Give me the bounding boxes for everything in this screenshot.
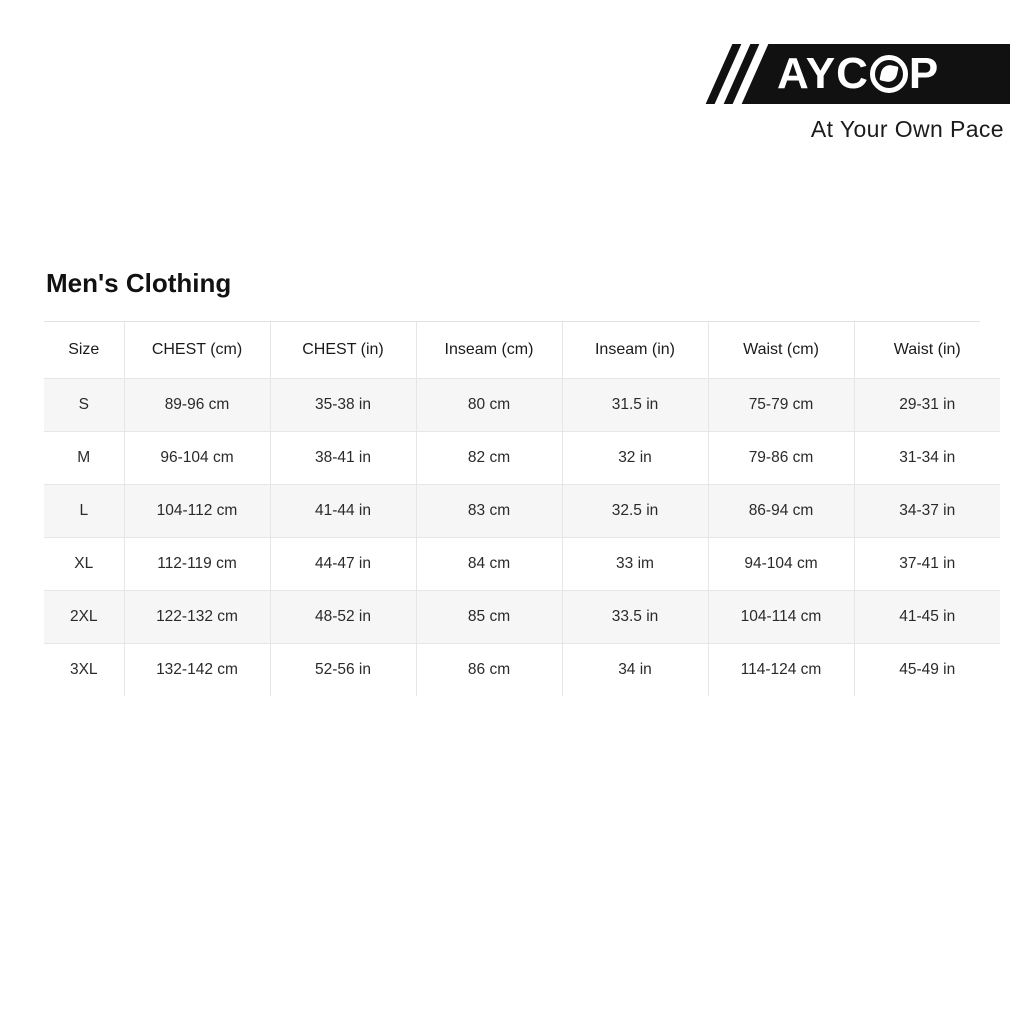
size-chart-section [44,268,980,696]
column-header-waist-in: Waist (in) [854,322,1000,379]
cell-size: L [44,485,124,538]
cell-size: 3XL [44,644,124,697]
size-chart-table [44,322,1000,696]
table-row [44,644,1000,697]
cell-inseam-cm: 82 cm [416,432,562,485]
logo-text-right: P [908,49,940,98]
table-row [44,485,1000,538]
table-row [44,379,1000,432]
cell-inseam-cm: 80 cm [416,379,562,432]
column-header-size: Size [44,322,124,379]
cell-chest-cm: 112-119 cm [124,538,270,591]
cell-size: 2XL [44,591,124,644]
cell-chest-cm: 132-142 cm [124,644,270,697]
cell-waist-cm: 114-124 cm [708,644,854,697]
flame-in-circle-icon [870,55,908,93]
logo-wordmark [777,49,940,98]
cell-inseam-in: 33.5 in [562,591,708,644]
slash-marks-icon [710,44,755,104]
cell-inseam-cm: 85 cm [416,591,562,644]
cell-inseam-in: 31.5 in [562,379,708,432]
table-row [44,538,1000,591]
column-header-inseam-in: Inseam (in) [562,322,708,379]
cell-chest-in: 48-52 in [270,591,416,644]
logo-text-left: AYC [777,49,869,98]
cell-chest-cm: 89-96 cm [124,379,270,432]
cell-waist-in: 37-41 in [854,538,1000,591]
cell-waist-cm: 75-79 cm [708,379,854,432]
cell-waist-cm: 79-86 cm [708,432,854,485]
cell-chest-in: 35-38 in [270,379,416,432]
cell-inseam-in: 32 in [562,432,708,485]
cell-size: S [44,379,124,432]
brand-header [686,44,1010,143]
brand-logo [686,44,1010,104]
cell-waist-in: 29-31 in [854,379,1000,432]
column-header-inseam-cm: Inseam (cm) [416,322,562,379]
column-header-waist-cm: Waist (cm) [708,322,854,379]
cell-waist-in: 41-45 in [854,591,1000,644]
cell-size: XL [44,538,124,591]
cell-waist-in: 45-49 in [854,644,1000,697]
brand-tagline: At Your Own Pace [810,116,1004,142]
table-header-row [44,322,1000,379]
table-row [44,591,1000,644]
cell-waist-in: 34-37 in [854,485,1000,538]
cell-inseam-cm: 86 cm [416,644,562,697]
cell-inseam-in: 34 in [562,644,708,697]
cell-chest-in: 44-47 in [270,538,416,591]
page-title: Men's Clothing [46,268,232,298]
cell-waist-in: 31-34 in [854,432,1000,485]
cell-inseam-in: 33 im [562,538,708,591]
cell-chest-in: 52-56 in [270,644,416,697]
cell-inseam-cm: 83 cm [416,485,562,538]
cell-size: M [44,432,124,485]
cell-chest-cm: 122-132 cm [124,591,270,644]
cell-waist-cm: 94-104 cm [708,538,854,591]
cell-waist-cm: 86-94 cm [708,485,854,538]
table-row [44,432,1000,485]
cell-chest-cm: 104-112 cm [124,485,270,538]
cell-chest-in: 41-44 in [270,485,416,538]
cell-chest-cm: 96-104 cm [124,432,270,485]
cell-inseam-in: 32.5 in [562,485,708,538]
cell-waist-cm: 104-114 cm [708,591,854,644]
cell-chest-in: 38-41 in [270,432,416,485]
cell-inseam-cm: 84 cm [416,538,562,591]
column-header-chest-in: CHEST (in) [270,322,416,379]
column-header-chest-cm: CHEST (cm) [124,322,270,379]
